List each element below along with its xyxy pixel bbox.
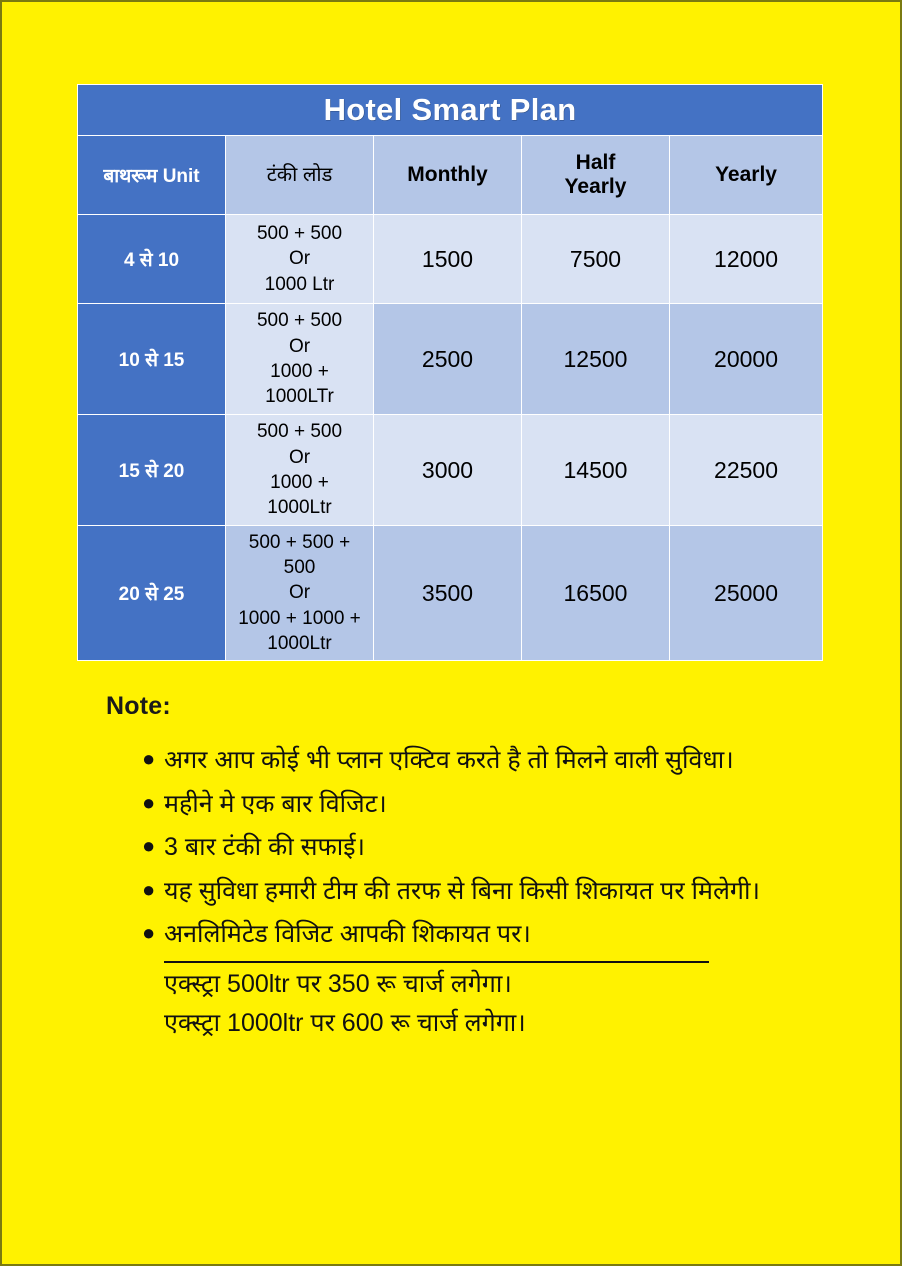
list-item <box>142 830 840 866</box>
table-row <box>78 215 823 304</box>
list-item <box>142 743 840 779</box>
cell-yearly: 25000 <box>670 526 823 661</box>
list-item <box>142 787 840 823</box>
table-row <box>78 304 823 415</box>
cell-monthly: 1500 <box>374 215 522 304</box>
extra-charge-line: एक्स्ट्रा 1000ltr पर 600 रू चार्ज लगेगा। <box>164 1009 526 1037</box>
bullet-icon: ● <box>142 789 156 815</box>
half-yearly-line-1: Half <box>575 150 616 174</box>
cell-monthly: 2500 <box>374 304 522 415</box>
cell-unit: 4 से 10 <box>78 215 226 304</box>
cell-tank-load: 500 + 500 Or 1000 + 1000Ltr <box>226 415 374 526</box>
table-row <box>78 415 823 526</box>
plan-table-container <box>77 84 822 661</box>
table-header-row <box>78 136 823 215</box>
bullet-icon: ● <box>142 920 156 945</box>
cell-monthly: 3000 <box>374 415 522 526</box>
cell-half-yearly: 14500 <box>522 415 670 526</box>
note-heading: Note: <box>106 692 171 720</box>
table-title-row <box>78 85 823 136</box>
column-header-tank-load: टंकी लोड <box>226 136 374 215</box>
hotel-smart-plan-table <box>77 84 823 661</box>
bullet-icon: ● <box>142 876 156 902</box>
cell-tank-load: 500 + 500 Or 1000 + 1000LTr <box>226 304 374 415</box>
cell-yearly: 20000 <box>670 304 823 415</box>
pricing-flyer-page <box>2 2 900 1264</box>
bullet-icon: ● <box>142 746 156 771</box>
column-header-unit: बाथरूम Unit <box>78 136 226 215</box>
note-list <box>2 743 900 953</box>
cell-yearly: 12000 <box>670 215 823 304</box>
list-item-text: 3 बार टंकी की सफाई। <box>164 833 366 861</box>
list-item-text: अगर आप कोई भी प्लान एक्टिव करते है तो मिलने वाली सुविधा। <box>164 746 734 774</box>
cell-tank-load: 500 + 500 Or 1000 Ltr <box>226 215 374 304</box>
cell-unit: 10 से 15 <box>78 304 226 415</box>
cell-half-yearly: 12500 <box>522 304 670 415</box>
plan-title: Hotel Smart Plan <box>78 85 823 136</box>
horizontal-divider <box>164 961 709 963</box>
cell-tank-load: 500 + 500 + 500 Or 1000 + 1000 + 1000Ltr <box>226 526 374 661</box>
cell-half-yearly: 7500 <box>522 215 670 304</box>
cell-unit: 15 से 20 <box>78 415 226 526</box>
column-header-monthly: Monthly <box>374 136 522 215</box>
cell-yearly: 22500 <box>670 415 823 526</box>
column-header-yearly: Yearly <box>670 136 823 215</box>
note-section <box>2 692 900 1042</box>
cell-half-yearly: 16500 <box>522 526 670 661</box>
cell-monthly: 3500 <box>374 526 522 661</box>
half-yearly-line-2: Yearly <box>564 175 627 198</box>
list-item-text: अनलिमिटेड विजिट आपकी शिकायत पर। <box>164 920 531 948</box>
cell-unit: 20 से 25 <box>78 526 226 661</box>
list-item <box>142 874 840 910</box>
list-item-text: यह सुविधा हमारी टीम की तरफ से बिना किसी शिकायत पर मिलेगी। <box>164 876 760 905</box>
column-header-half-yearly <box>522 136 670 215</box>
list-item <box>142 917 840 953</box>
table-row <box>78 526 823 661</box>
bullet-icon: ● <box>142 833 156 858</box>
extra-charge-line: एक्स्ट्रा 500ltr पर 350 रू चार्ज लगेगा। <box>164 969 512 998</box>
list-item-text: महीने मे एक बार विजिट। <box>164 789 387 818</box>
